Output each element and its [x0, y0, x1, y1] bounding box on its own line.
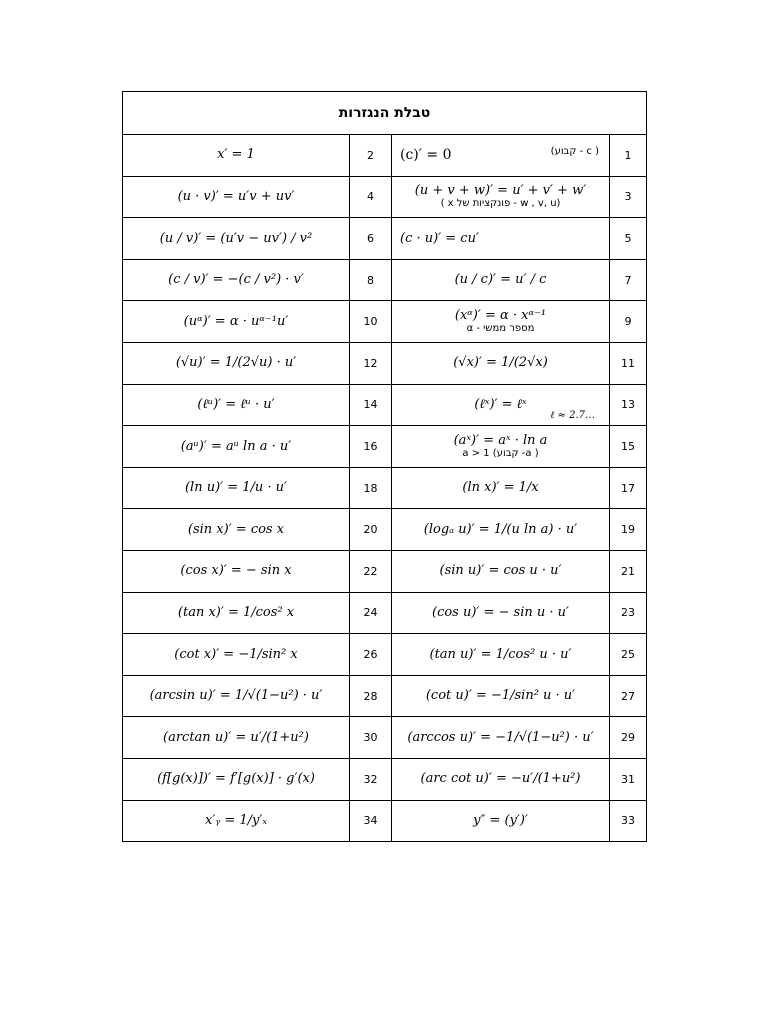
table-row: [123, 218, 647, 260]
formula-text: (ln x)′ = 1/x: [462, 480, 539, 496]
formula-24: [123, 592, 350, 634]
formula-29: [392, 717, 610, 759]
row-number: 27: [610, 675, 647, 717]
row-number: 20: [350, 509, 392, 551]
formula-text: x′ = 1: [217, 147, 255, 163]
formula-text: (tan u)′ = 1/cos² u · u′: [429, 646, 572, 662]
formula-1: [392, 135, 610, 177]
row-number: 17: [610, 467, 647, 509]
table-row: [123, 634, 647, 676]
formula-5: [392, 218, 610, 260]
title-row: [123, 92, 647, 135]
row-number: 22: [350, 550, 392, 592]
row-number: 19: [610, 509, 647, 551]
row-number: 14: [350, 384, 392, 426]
formula-text: (logₐ u)′ = 1/(u ln a) · u′: [423, 521, 578, 537]
formula-6: [123, 218, 350, 260]
row-number: 26: [350, 634, 392, 676]
formula-text: (aᵘ)′ = aᵘ ln a · u′: [180, 438, 292, 454]
formula-text: (f[g(x)])′ = f′[g(x)] · g′(x): [157, 771, 315, 787]
formula-30: [123, 717, 350, 759]
table-title: טבלת הנגזרות: [123, 92, 647, 135]
formula-21: [392, 550, 610, 592]
formula-4: [123, 176, 350, 218]
formula-text: (ℓᵘ)′ = ℓᵘ · u′: [197, 397, 275, 413]
formula-text: (arctan u)′ = u′/(1+u²): [163, 729, 309, 745]
formula-note: ℓ ≈ 2.7…: [550, 409, 595, 421]
formula-text: (c)′ = 0: [400, 146, 452, 163]
row-number: 7: [610, 259, 647, 301]
row-number: 13: [610, 384, 647, 426]
table-row: [123, 592, 647, 634]
formula-17: [392, 467, 610, 509]
formula-34: [123, 800, 350, 842]
table-row: [123, 758, 647, 800]
row-number: 4: [350, 176, 392, 218]
formula-text: (sin u)′ = cos u · u′: [439, 563, 562, 579]
formula-23: [392, 592, 610, 634]
formula-text: (arccos u)′ = −1/√(1−u²) · u′: [407, 729, 594, 745]
row-number: 24: [350, 592, 392, 634]
row-number: 25: [610, 634, 647, 676]
table-row: [123, 259, 647, 301]
formula-text: (arc cot u)′ = −u′/(1+u²): [420, 771, 581, 787]
formula-text: (uᵅ)′ = α · uᵅ⁻¹u′: [183, 313, 289, 329]
formula-28: [123, 675, 350, 717]
formula-16: [123, 426, 350, 468]
table-row: [123, 426, 647, 468]
table-row: [123, 176, 647, 218]
formula-text: y″ = (y′)′: [473, 812, 528, 828]
row-number: 9: [610, 301, 647, 343]
row-number: 3: [610, 176, 647, 218]
formula-text: (cos x)′ = − sin x: [180, 563, 292, 579]
formula-10: [123, 301, 350, 343]
formula-text: (arcsin u)′ = 1/√(1−u²) · u′: [149, 688, 323, 704]
formula-note: ( x פונקציות של - w , v, u): [440, 197, 561, 209]
table-row: [123, 509, 647, 551]
formula-9: [392, 301, 610, 343]
row-number: 10: [350, 301, 392, 343]
formula-text: (cot u)′ = −1/sin² u · u′: [425, 688, 576, 704]
table-row: [123, 675, 647, 717]
row-number: 31: [610, 758, 647, 800]
row-number: 32: [350, 758, 392, 800]
table-row: [123, 135, 647, 177]
formula-text: (√x)′ = 1/(2√x): [453, 355, 548, 371]
formula-19: [392, 509, 610, 551]
formula-14: [123, 384, 350, 426]
formula-text: (ℓˣ)′ = ℓˣ: [474, 397, 527, 413]
row-number: 29: [610, 717, 647, 759]
formula-text: x′ᵧ = 1/y′ₓ: [205, 812, 267, 828]
formula-text: (u + v + w)′ = u′ + v′ + w′: [414, 183, 587, 199]
formula-7: [392, 259, 610, 301]
row-number: 6: [350, 218, 392, 260]
formula-8: [123, 259, 350, 301]
row-number: 18: [350, 467, 392, 509]
row-number: 33: [610, 800, 647, 842]
formula-text: (u · v)′ = u′v + uv′: [177, 189, 295, 205]
row-number: 2: [350, 135, 392, 177]
formula-text: (ln u)′ = 1/u · u′: [184, 480, 288, 496]
formula-15: [392, 426, 610, 468]
row-number: 16: [350, 426, 392, 468]
formula-text: (u / c)′ = u′ / c: [454, 272, 547, 288]
row-number: 1: [610, 135, 647, 177]
derivatives-table: [122, 91, 647, 842]
row-number: 23: [610, 592, 647, 634]
row-number: 28: [350, 675, 392, 717]
formula-3: [392, 176, 610, 218]
formula-text: (xᵅ)′ = α · xᵅ⁻¹: [454, 308, 547, 324]
formula-20: [123, 509, 350, 551]
formula-text: (cos u)′ = − sin u · u′: [432, 605, 569, 620]
formula-text: (c / v)′ = −(c / v²) · v′: [168, 272, 304, 288]
table-row: [123, 800, 647, 842]
formula-text: (cot x)′ = −1/sin² x: [174, 646, 298, 662]
table-row: [123, 342, 647, 384]
formula-text: (u / v)′ = (u′v − uv′) / v²: [159, 230, 313, 246]
formula-32: [123, 758, 350, 800]
formula-25: [392, 634, 610, 676]
row-number: 30: [350, 717, 392, 759]
formula-18: [123, 467, 350, 509]
formula-note: a > 1 (קבוע -a ): [462, 447, 539, 459]
formula-12: [123, 342, 350, 384]
formula-note: α - מספר ממשי: [466, 322, 535, 334]
formula-27: [392, 675, 610, 717]
formula-note: ( c - קבוע): [550, 146, 599, 157]
formula-text: (tan x)′ = 1/cos² x: [177, 605, 295, 620]
formula-26: [123, 634, 350, 676]
table-row: [123, 717, 647, 759]
formula-text: (√u)′ = 1/(2√u) · u′: [175, 355, 297, 371]
formula-22: [123, 550, 350, 592]
table-row: [123, 301, 647, 343]
row-number: 15: [610, 426, 647, 468]
formula-13: [392, 384, 610, 426]
table-row: [123, 384, 647, 426]
formula-31: [392, 758, 610, 800]
formula-text: (aˣ)′ = aˣ · ln a: [453, 432, 548, 448]
formula-text: (sin x)′ = cos x: [187, 521, 285, 537]
formula-text: (c · u)′ = cu′: [400, 230, 479, 246]
row-number: 21: [610, 550, 647, 592]
formula-33: [392, 800, 610, 842]
table-row: [123, 550, 647, 592]
formula-11: [392, 342, 610, 384]
table-row: [123, 467, 647, 509]
row-number: 12: [350, 342, 392, 384]
row-number: 5: [610, 218, 647, 260]
row-number: 34: [350, 800, 392, 842]
formula-2: [123, 135, 350, 177]
row-number: 8: [350, 259, 392, 301]
row-number: 11: [610, 342, 647, 384]
